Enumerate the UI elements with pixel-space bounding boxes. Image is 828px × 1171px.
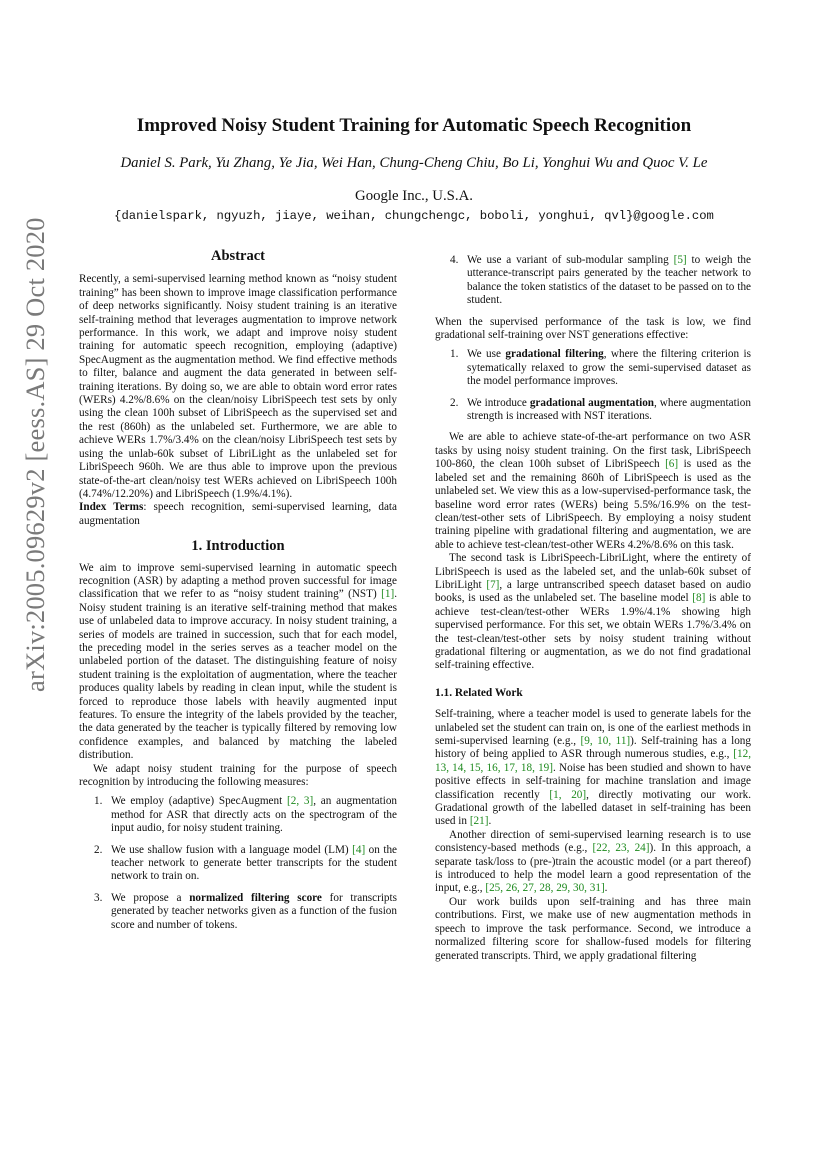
index-terms-text: : speech recognition, semi-supervised learning, data augmentation [79,501,397,527]
intro-paragraph-2: We adapt noisy student training for the purpose of speech recognition by introducing the following measures: [79,762,397,789]
measures-list-continued [435,254,751,308]
intro-heading: 1. Introduction [191,538,285,555]
list-item: 1. We employ (adaptive) SpecAugment [2, 3], an augmentation method for ASR that directly acts on the spectrogram of the input audio, for noisy student training. [94,795,398,835]
right-column [435,254,751,963]
citation-link[interactable]: [12, 13, 14, 15, 16, 17, 18, 19] [435,748,751,774]
citation-link[interactable]: [22, 23, 24] [592,842,650,855]
affiliation: Google Inc., U.S.A. [355,188,473,204]
related-work-heading: 1.1. Related Work [435,686,523,699]
related-work-paragraph-2: Another direction of semi-supervised learning research is to use consistency-based methods (e.g., [22, 23, 24]). In this approach, a separate task/loss to (pre-)train the acoustic model (or a part thereof) is introduced to help the model learn a good representation of the input, e.g., [25, 26, 27, 28, 29, 30, 31]. [435,828,752,895]
list-item: 1. We use gradational filtering, where the filtering criterion is sytematically relaxed to grow the semi-supervised dataset as the model performance improves. [450,348,752,388]
list-item: 2. We introduce gradational augmentation, where augmentation strength is increased with NST iterations. [450,396,751,423]
paragraph-sota: We are able to achieve state-of-the-art performance on two ASR tasks by using noisy student training. On the first task, LibriSpeech 100-860, the clean 100h subset of LibriSpeech [6] is used as the labeled set and the remaining 860h of LibriSpeech is used as the unlabeled set. We view this as a low-supervised-performance task, the baseline word error rates (WERs) being 5.5%/16.9% on the test-clean/test-other sets of LibriSpeech. By employing a noisy student training pipeline with gradational filtering and augmentation, we are able to achieve test-clean/test-other WERs 4.2%/8.6% on this task. [435,431,751,551]
left-column [79,250,397,932]
index-terms-label: Index Terms [79,501,144,514]
author-emails: {danielspark, ngyuzh, jiaye, weihan, chungchengc, boboli, yonghui, qvl}@google.com [114,209,714,223]
citation-link[interactable]: [6] [665,458,679,471]
citation-link[interactable]: [2, 3] [287,795,314,808]
related-work-paragraph-3: Our work builds upon self-training and has three main contributions. First, we make use of new augmentation methods in speech to improve the task performance. Second, we introduce a normalized filtering score for shallow-fused models for filtering generated transcripts. Third, we apply gradational filtering [435,895,751,962]
abstract-text: Recently, a semi-supervised learning method known as “noisy student training” has been shown to improve image classification performance of deep networks significantly. Noisy student training is an iterative self-training method that leverages augmentation to improve network performance. In this work, we adapt and improve noisy student training for automatic speech recognition, employing (adaptive) SpecAugment as the augmentation method. We find effective methods to filter, balance and augment the data generated in between self-training iterations. By doing so, we are able to obtain word error rates (WERs) 4.2%/8.6% on the clean/noisy LibriSpeech test sets by only using the clean 100h subset of LibriSpeech as the supervised set and the rest (860h) as the unlabeled set. Furthermore, we are able to achieve WERs 1.7%/3.4% on the clean/noisy LibriSpeech test sets by using the unlab-60k subset of LibriLight as the unlabeled set for LibriSpeech 960h. We are thus able to improve upon the previous state-of-the-art clean/noisy test WERs achieved on LibriSpeech 100h (4.74%/12.20%) and LibriSpeech (1.9%/4.1%). [79,273,397,500]
paragraph-low-supervision: When the supervised performance of the task is low, we find gradational self-training over NST generations effective: [435,315,751,342]
index-terms [79,501,397,528]
author-list: Daniel S. Park, Yu Zhang, Ye Jia, Wei Han, Chung-Cheng Chiu, Bo Li, Yonghui Wu and Quoc V. Le [120,155,708,171]
related-work-paragraph-1: Self-training, where a teacher model is used to generate labels for the unlabeled set the student can train on, is one of the earliest methods in semi-supervised learning (e.g., [9, 10, 11]). Self-training has a long history of being applied to ASR through numerous studies, e.g., [12, 13, 14, 15, 16, 17, 18, 19]. Noise has been studied and shown to have positive effects in self-training for machine translation and image classification recently [1, 20], directly motivating our work. Gradational growth of the labelled dataset in self-training has been used in [21]. [435,708,751,828]
list-item: 3. We propose a normalized filtering score for transcripts generated by teacher networks given as a function of the fusion score and number of tokens. [94,891,397,931]
measures-list [79,795,397,932]
abstract-heading: Abstract [211,248,265,264]
paper-title: Improved Noisy Student Training for Automatic Speech Recognition [136,115,692,136]
citation-link[interactable]: [4] [352,843,366,856]
citation-link[interactable]: [7] [486,578,500,591]
citation-link[interactable]: [8] [692,592,706,605]
list-item: 2. We use shallow fusion with a language model (LM) [4] on the teacher network to generate better transcripts for the student network to train on. [94,843,397,883]
list-item: 4. We use a variant of sub-modular sampling [5] to weigh the utterance-transcript pairs generated by the teacher network to balance the token statistics of the dataset to be passed on to the student. [450,254,751,307]
citation-link[interactable]: [5] [673,254,687,266]
citation-link[interactable]: [9, 10, 11] [580,735,631,747]
citation-link[interactable]: [21] [469,815,489,828]
arxiv-sidebar: arXiv:2005.09629v2 [eess.AS] 29 Oct 2020 [20,217,50,692]
citation-link[interactable]: [1] [381,588,395,601]
citation-link[interactable]: [25, 26, 27, 28, 29, 30, 31] [485,882,605,895]
citation-link[interactable]: [1, 20] [549,788,587,801]
gradational-list [435,348,751,423]
paragraph-second-task: The second task is LibriSpeech-LibriLight, where the entirety of LibriSpeech is used as the labeled set, and the unlab-60k subset of LibriLight [7], a large untranscribed speech dataset based on audio books, is used as the unlabeled set. The baseline model [8] is able to achieve test-clean/test-other WERs 1.9%/4.1% showing high supervised performance. For this set, we obtain WERs 1.7%/3.4% on the test-clean/test-other sets by noisy student training without gradational filtering or augmentation, as we do not find gradational self-training effective. [435,552,752,672]
intro-paragraph-1: We aim to improve semi-supervised learning in automatic speech recognition (ASR) by adapting a method proven successful for image classification that we refer to as “noisy student training” (NST) [1]. Noisy student training is an iterative self-training method that makes use of unlabeled data to improve accuracy. In noisy student training, a series of models are trained in succession, such that for each model, the preceding model in the series serves as a teacher model on the unlabeled portion of the dataset. The distinguishing feature of noisy student training is the exploitation of augmentation, where the teacher produces quality labels by reading in clean input, while the student is forced to reproduce those labels with heavily augmented input features. To ensure the integrity of the labels provided by the teacher, the data generated by the teacher is typically filtered by removing low confidence examples, and balanced by matching the labeled distribution. [79,561,397,762]
